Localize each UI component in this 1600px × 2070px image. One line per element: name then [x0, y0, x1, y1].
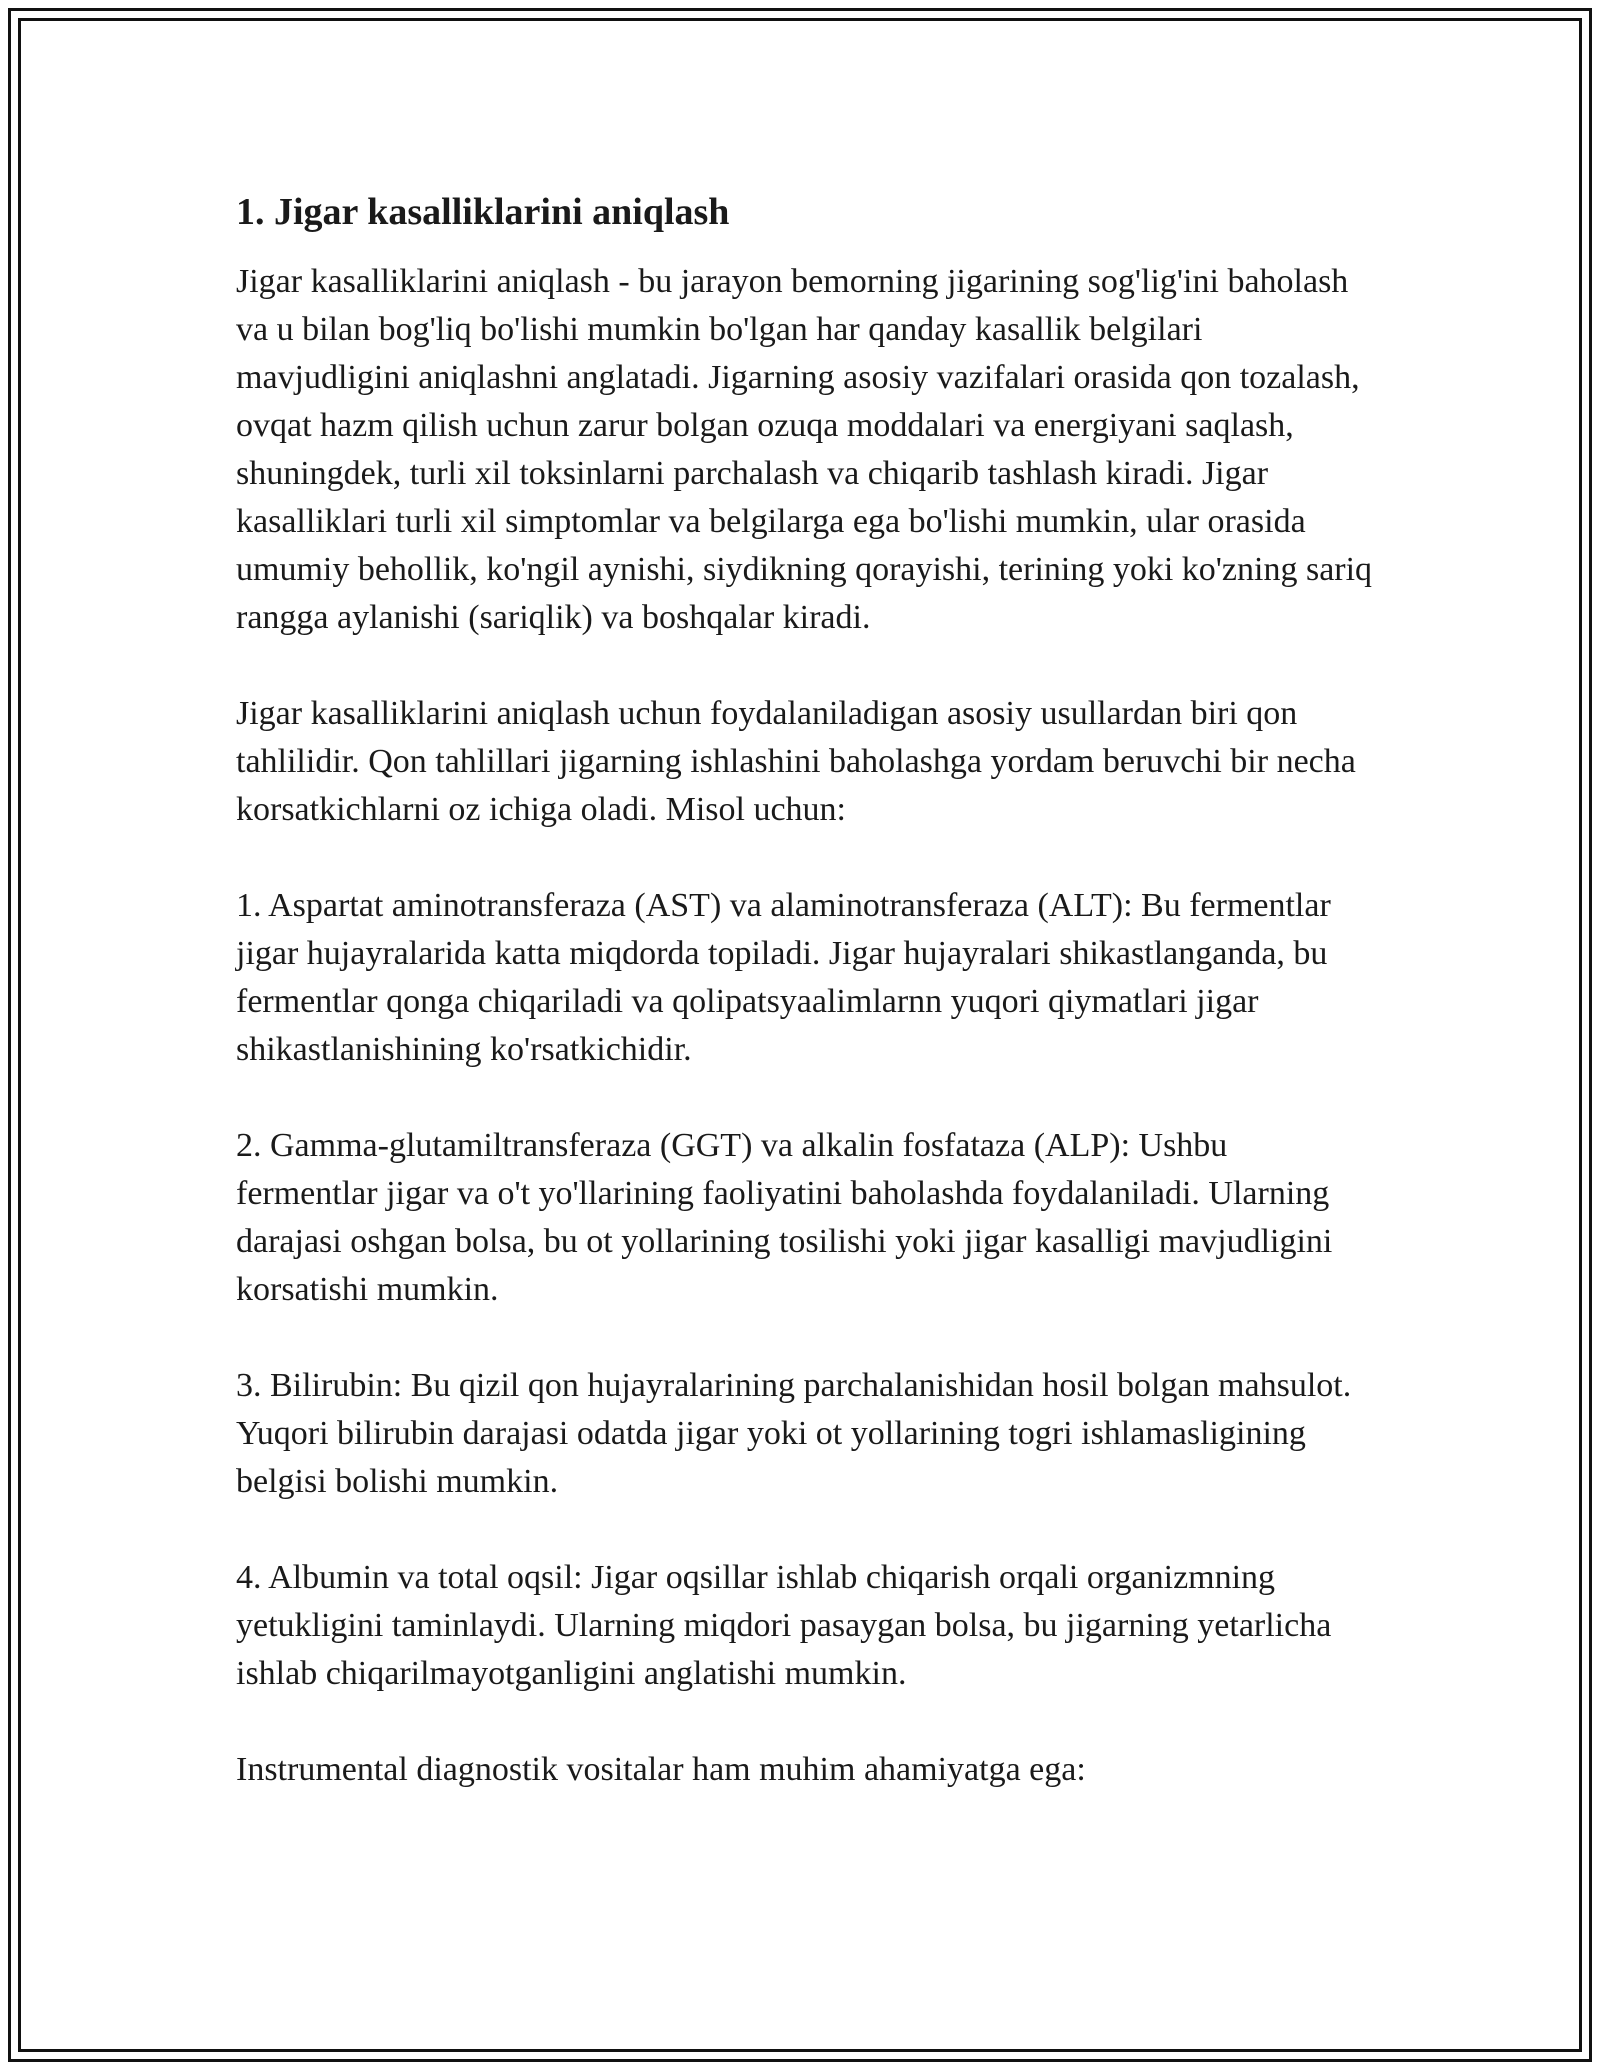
paragraph-instrumental: Instrumental diagnostik vositalar ham muhim ahamiyatga ega:	[236, 1751, 1086, 1788]
section-heading: 1. Jigar kasalliklarini aniqlash	[236, 191, 730, 233]
document-body	[236, 188, 1376, 1842]
paragraph-intro: Jigar kasalliklarini aniqlash - bu jarayon bemorning jigarining sog'lig'ini baholash va u bilan bog'liq bo'lishi mumkin bo'lgan har qanday kasallik belgilari mavjudligini aniqlashni anglatadi. Jigarning asosiy vazifalari orasida qon tozalash, ovqat hazm qilish uchun zarur bolgan ozuqa moddalari va energiyani saqlash, shuningdek, turli xil toksinlarni parchalash va chiqarib tashlash kiradi. Jigar kasalliklari turli xil simptomlar va belgilarga ega bo'lishi mumkin, ular orasida umumiy behollik, ko'ngil aynishi, siydikning qorayishi, terining yoki ko'zning sariq rangga aylanishi (sariqlik) va boshqalar kiradi.	[236, 263, 1373, 636]
paragraph-blood-test: Jigar kasalliklarini aniqlash uchun foydalaniladigan asosiy usullardan biri qon tahlilidir. Qon tahlillari jigarning ishlashini baholashga yordam beruvchi bir necha korsatkichlarni oz ichiga oladi. Misol uchun:	[236, 695, 1356, 828]
list-item-bilirubin: 3. Bilirubin: Bu qizil qon hujayralarining parchalanishidan hosil bolgan mahsulot. Yuqori bilirubin darajasi odatda jigar yoki ot yollarining togri ishlamasligining belgisi bolishi mumkin.	[236, 1367, 1352, 1500]
list-item-ggt-alp: 2. Gamma-glutamiltransferaza (GGT) va alkalin fosfataza (ALP): Ushbu fermentlar jigar va o't yo'llarining faoliyatini baholashda foydalaniladi. Ularning darajasi oshgan bolsa, bu ot yollarining tosilishi yoki jigar kasalligi mavjudligini korsatishi mumkin.	[236, 1127, 1333, 1308]
list-item-ast-alt: 1. Aspartat aminotransferaza (AST) va alaminotransferaza (ALT): Bu fermentlar jigar hujayralarida katta miqdorda topiladi. Jigar hujayralari shikastlanganda, bu fermentlar qonga chiqariladi va qolipatsyaalimlarnn yuqori qiymatlari jigar shikastlanishining ko'rsatkichidir.	[236, 887, 1331, 1068]
list-item-albumin: 4. Albumin va total oqsil: Jigar oqsillar ishlab chiqarish orqali organizmning yetukligini taminlaydi. Ularning miqdori pasaygan bolsa, bu jigarning yetarlicha ishlab chiqarilmayotganligini anglatishi mumkin.	[236, 1559, 1332, 1692]
